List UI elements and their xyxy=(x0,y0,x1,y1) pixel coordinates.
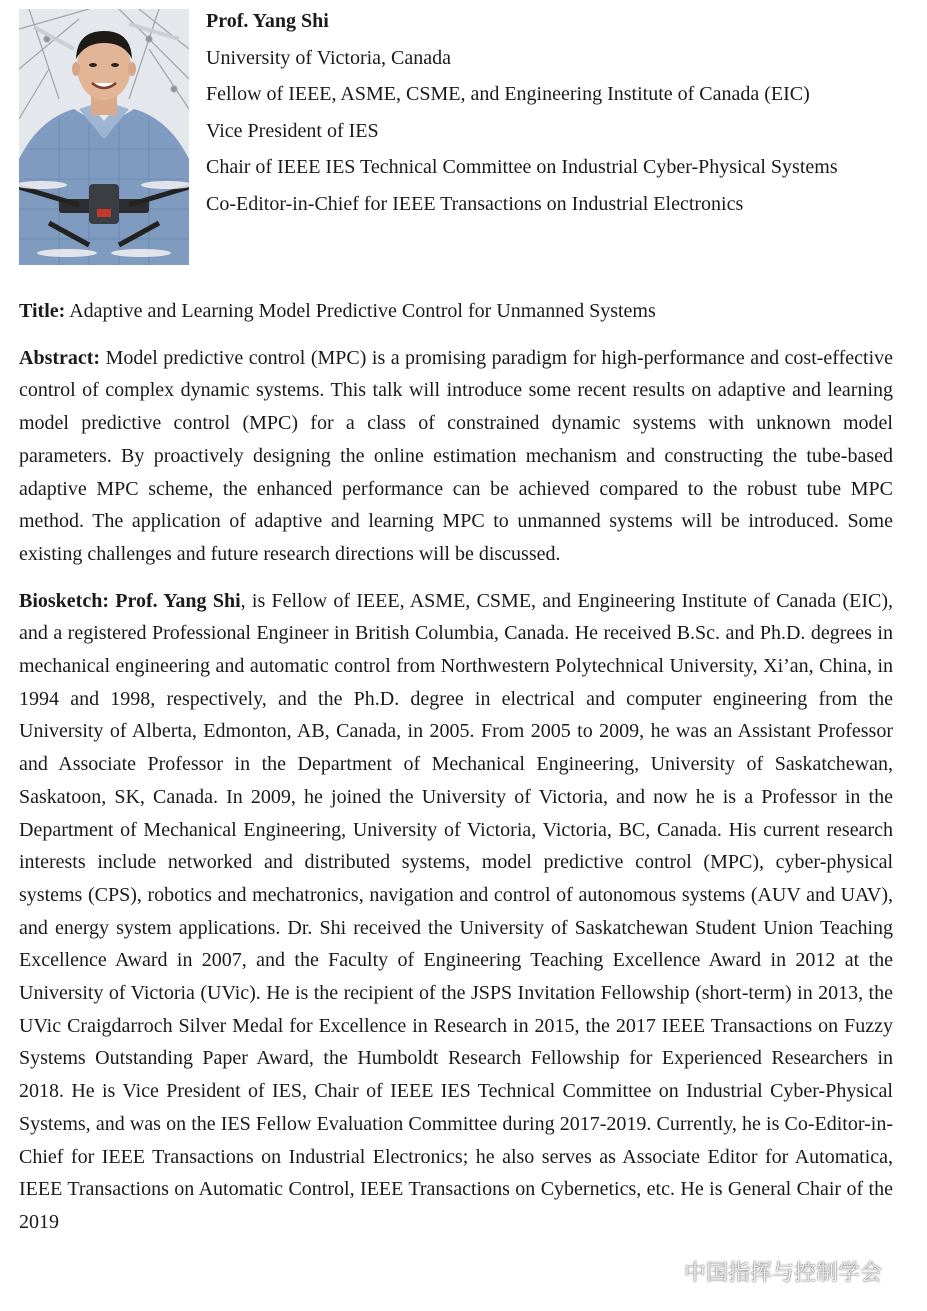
abstract-paragraph xyxy=(19,342,893,571)
speaker-profile xyxy=(206,6,896,225)
abstract-label: Abstract: xyxy=(19,346,101,369)
biosketch-text: , is Fellow of IEEE, ASME, CSME, and Engineering Institute of Canada (EIC), and a registered Professional Engineer in British Columbia, Canada. He received B.Sc. and Ph.D. degrees in mechanical engineering and automatic control from Northwestern Polytechnical University, Xi’an, China, in 1994 and 1998, respectively, and the Ph.D. degree in electrical and computer engineering from the University of Alberta, Edmonton, AB, Canada, in 2005. From 2005 to 2009, he was an Assistant Professor and Associate Professor in the Department of Mechanical Engineering, University of Saskatchewan, Saskatoon, SK, Canada. In 2009, he joined the University of Victoria, and now he is a Professor in the Department of Mechanical Engineering, University of Victoria, Victoria, BC, Canada. His current research interests include networked and distributed systems, model predictive control (MPC), cyber-physical systems (CPS), robotics and mechatronics, navigation and control of autonomous systems (AUV and UAV), and energy system applications. Dr. Shi received the University of Saskatchewan Student Union Teaching Excellence Award in 2007, and the Faculty of Engineering Teaching Excellence Award in 2012 at the University of Victoria (UVic). He is the recipient of the JSPS Invitation Fellowship (short-term) in 2013, the UVic Craigdarroch Silver Medal for Excellence in Research in 2015, the 2017 IEEE Transactions on Fuzzy Systems Outstanding Paper Award, the Humboldt Research Fellowship for Experienced Researchers in 2018. He is Vice President of IES, Chair of IEEE IES Technical Committee on Industrial Cyber-Physical Systems, and was on the IES Fellow Evaluation Committee during 2017-2019. Currently, he is Co-Editor-in-Chief for IEEE Transactions on Industrial Electronics; he also serves as Associate Editor for Automatica, IEEE Transactions on Automatic Control, IEEE Transactions on Cybernetics, etc. He is General Chair of the 2019 xyxy=(19,589,893,1233)
talk-title: Adaptive and Learning Model Predictive Control for Unmanned Systems xyxy=(69,300,656,322)
title-label: Title: xyxy=(19,300,66,322)
biosketch-label: Biosketch: xyxy=(19,589,109,612)
biosketch-paragraph xyxy=(19,585,893,1239)
speaker-photo xyxy=(19,9,189,265)
speaker-vp-role: Vice President of IES xyxy=(206,119,379,142)
speaker-fellowships: Fellow of IEEE, ASME, CSME, and Engineering Institute of Canada (EIC) xyxy=(206,83,810,105)
watermark-text: 中国指挥与控制学会 xyxy=(684,1260,883,1286)
speaker-name: Prof. Yang Shi xyxy=(206,10,329,32)
abstract-text: Model predictive control (MPC) is a promising paradigm for high-performance and cost-effective control of complex dynamic systems. This talk will introduce some recent results on adaptive and learning model predictive control (MPC) for a class of constrained dynamic systems with unknown model parameters. By proactively designing the online estimation mechanism and constructing the tube-based adaptive MPC scheme, the enhanced performance can be achieved compared to the robust tube MPC method. The application of adaptive and learning MPC to unmanned systems will be introduced. Some existing challenges and future research directions will be discussed. xyxy=(19,346,894,565)
watermark xyxy=(638,1253,908,1289)
speaker-affiliation: University of Victoria, Canada xyxy=(206,46,452,69)
speaker-editor-role: Co-Editor-in-Chief for IEEE Transactions on Industrial Electronics xyxy=(206,192,744,215)
biosketch-name: Prof. Yang Shi xyxy=(115,589,241,612)
speaker-chair-role: Chair of IEEE IES Technical Committee on Industrial Cyber-Physical Systems xyxy=(206,156,838,178)
talk-title-paragraph xyxy=(19,295,893,328)
talk-content xyxy=(19,295,893,1253)
wechat-icon xyxy=(638,1257,676,1285)
